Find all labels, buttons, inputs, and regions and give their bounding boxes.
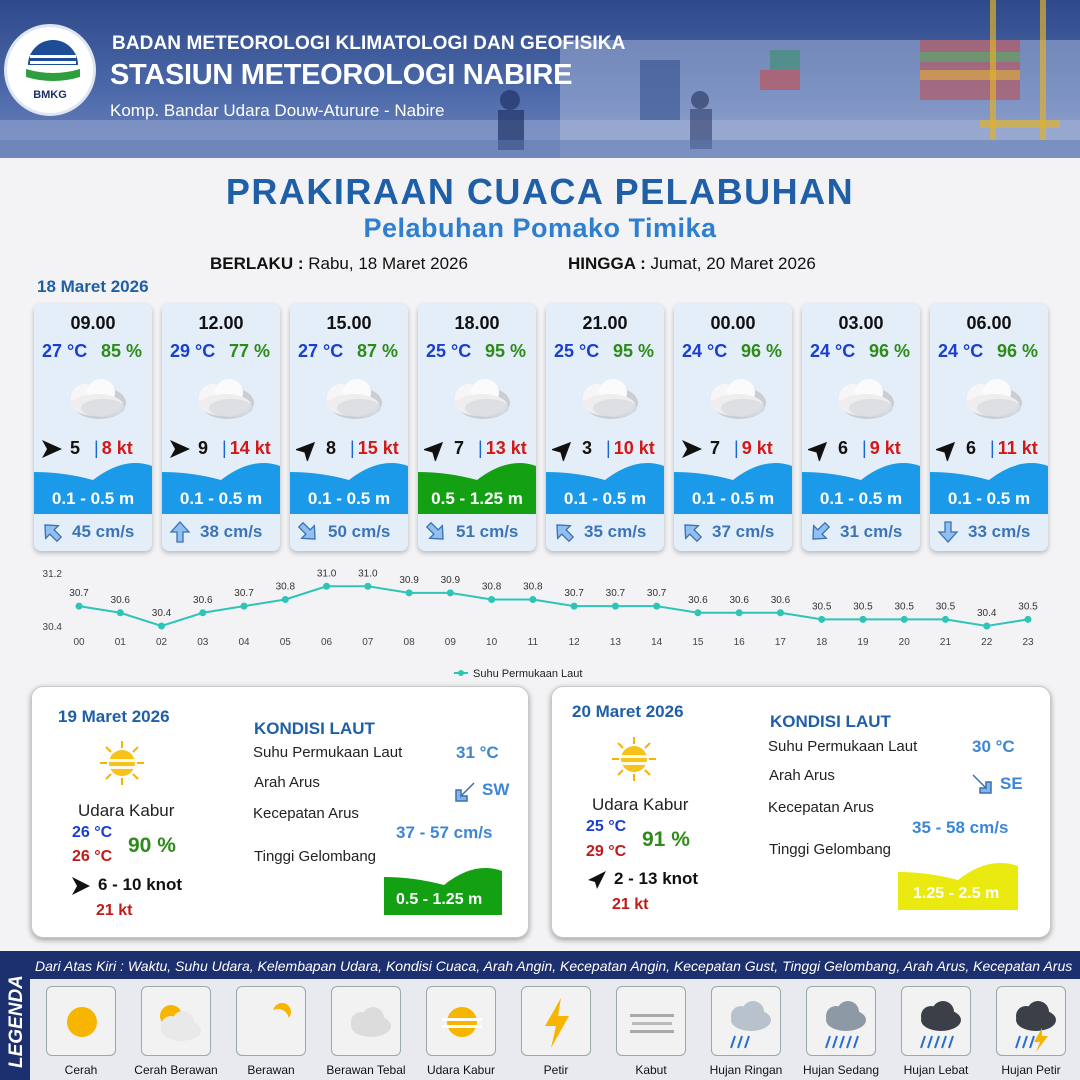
forecast-temperature: 24 °C <box>682 341 728 361</box>
forecast-card <box>34 304 152 551</box>
current-direction-icon <box>936 520 960 544</box>
current-direction-icon <box>296 520 320 544</box>
legend-item <box>331 986 401 1056</box>
haze-icon <box>432 992 492 1052</box>
forecast-wave-height: 0.1 - 0.5 m <box>563 489 647 508</box>
forecast-gust-value: 10 kt <box>613 438 655 458</box>
header-banner <box>0 0 1080 158</box>
day2-panel <box>31 686 529 938</box>
data-point <box>818 616 825 623</box>
forecast-card <box>802 304 920 551</box>
day3-sst-label: Suhu Permukaan Laut <box>768 738 918 755</box>
forecast-wind-speed: 6 <box>966 438 977 458</box>
data-point <box>447 589 454 596</box>
current-direction-icon <box>969 771 995 797</box>
bmkg-logo <box>4 24 96 116</box>
legend-label: Berawan Tebal <box>326 1063 406 1077</box>
x-tick-label: 15 <box>692 637 704 648</box>
data-label: 30.7 <box>69 588 89 600</box>
forecast-time: 06.00 <box>966 313 1012 333</box>
forecast-card <box>290 304 408 551</box>
berawan-tebal-icon <box>187 376 257 422</box>
data-point <box>488 596 495 603</box>
day2-wave-height: 0.5 - 1.25 m <box>396 891 483 908</box>
berawan-tebal-icon <box>699 376 769 422</box>
forecast-wave-height: 0.1 - 0.5 m <box>307 489 391 508</box>
data-label: 30.4 <box>977 608 997 619</box>
forecast-current-speed: 35 cm/s <box>584 522 647 541</box>
agency-name: BADAN METEOROLOGI KLIMATOLOGI DAN GEOFISIKA <box>112 33 626 54</box>
forecast-temperature: 25 °C <box>426 341 472 361</box>
wind-direction-icon <box>552 437 576 461</box>
forecast-wind-speed: 3 <box>582 438 593 458</box>
legend-title <box>2 960 30 1074</box>
forecast-current-speed: 50 cm/s <box>328 522 391 541</box>
data-label: 30.5 <box>935 601 956 613</box>
legend-item <box>996 986 1066 1056</box>
legend-item <box>521 986 591 1056</box>
data-label: 30.8 <box>481 581 502 593</box>
day2-kondisi-title: KONDISI LAUT <box>254 719 375 738</box>
data-point <box>736 609 743 616</box>
legend-title-text: LEGENDA <box>6 975 27 1068</box>
day3-sst: 30 °C <box>972 737 1015 756</box>
forecast-time: 09.00 <box>70 313 116 333</box>
x-tick-label: 06 <box>321 637 333 648</box>
forecast-gust-value: 9 kt <box>741 438 773 458</box>
forecast-gust: | 14 kt <box>222 438 271 458</box>
forecast-gust: | 9 kt <box>862 438 901 458</box>
x-tick-label: 09 <box>444 637 456 648</box>
legend-label: Cerah <box>64 1063 98 1077</box>
forecast-current-speed: 38 cm/s <box>200 522 263 541</box>
berawan-tebal-icon <box>59 376 129 422</box>
legend-label: Petir <box>543 1063 569 1077</box>
thunderstorm-icon <box>1002 992 1062 1052</box>
heavy-rain-icon <box>907 992 967 1052</box>
legend-marker <box>458 670 464 676</box>
forecast-temperature: 29 °C <box>170 341 216 361</box>
forecast-wave-height: 0.1 - 0.5 m <box>51 489 135 508</box>
day2-condition: Udara Kabur <box>78 801 175 820</box>
forecast-humidity: 96 % <box>740 341 782 361</box>
data-point <box>901 616 908 623</box>
forecast-wind-speed: 8 <box>326 438 337 458</box>
data-point <box>117 609 124 616</box>
berawan-tebal-icon <box>955 376 1025 422</box>
data-point <box>1025 616 1032 623</box>
current-direction-icon <box>552 520 576 544</box>
data-label: 30.5 <box>894 601 914 613</box>
x-tick-label: 19 <box>857 637 869 648</box>
berawan-tebal-icon <box>443 376 513 422</box>
validity-to-label: HINGGA : <box>568 254 646 273</box>
legend-item <box>46 986 116 1056</box>
day3-panel <box>551 686 1051 938</box>
data-label: 30.9 <box>399 574 419 586</box>
day2-current-dir-label: Arah Arus <box>254 774 320 791</box>
berawan-tebal-icon <box>827 376 897 422</box>
day2-current-dir: SW <box>482 780 510 799</box>
data-point <box>406 589 413 596</box>
validity-to-value: Jumat, 20 Maret 2026 <box>650 254 816 273</box>
current-direction-icon <box>808 520 832 544</box>
berawan-tebal-icon <box>315 376 385 422</box>
wind-direction-icon <box>296 437 320 461</box>
forecast-wind-speed: 6 <box>838 438 849 458</box>
x-tick-label: 23 <box>1022 637 1034 648</box>
day3-current-dir-label: Arah Arus <box>769 767 835 784</box>
day3-date: 20 Maret 2026 <box>572 702 684 721</box>
day3-wind: 2 - 13 knot <box>614 869 699 888</box>
data-label: 30.8 <box>523 581 543 593</box>
forecast-card <box>162 304 280 551</box>
current-direction-icon <box>168 520 192 544</box>
fog-icon <box>622 992 682 1052</box>
forecast-time: 12.00 <box>198 313 244 333</box>
forecast-humidity: 85 % <box>100 341 142 361</box>
data-label: 30.5 <box>1018 601 1038 613</box>
forecast-card <box>546 304 664 551</box>
wind-direction-icon <box>40 437 64 461</box>
forecast-humidity: 95 % <box>612 341 654 361</box>
x-tick-label: 12 <box>568 637 580 648</box>
station-name: STASIUN METEOROLOGI NABIRE <box>110 59 573 91</box>
current-direction-icon <box>680 520 704 544</box>
y-tick-label: 31.2 <box>42 569 62 580</box>
data-label: 30.7 <box>605 588 626 600</box>
day3-current-dir: SE <box>1000 774 1023 793</box>
data-point <box>323 583 330 590</box>
legend-label: Hujan Petir <box>1001 1063 1061 1077</box>
x-tick-label: 01 <box>114 637 126 648</box>
day3-wave-label: Tinggi Gelombang <box>769 841 892 858</box>
x-tick-label: 02 <box>155 637 168 648</box>
lightning-icon <box>527 992 587 1052</box>
data-label: 30.6 <box>729 594 749 606</box>
day2-wave-label: Tinggi Gelombang <box>254 848 377 865</box>
day2-date: 19 Maret 2026 <box>58 707 170 726</box>
day2-sst-label: Suhu Permukaan Laut <box>253 744 403 761</box>
day3-condition: Udara Kabur <box>592 795 689 814</box>
forecast-wind-speed: 9 <box>198 438 209 458</box>
wind-direction-icon <box>680 437 704 461</box>
x-tick-label: 14 <box>651 637 663 648</box>
day3-current-speed-label: Kecepatan Arus <box>768 799 874 816</box>
x-tick-label: 05 <box>279 637 291 648</box>
forecast-gust: | 13 kt <box>478 438 527 458</box>
x-tick-label: 21 <box>939 637 952 648</box>
wind-direction-icon <box>168 437 192 461</box>
legend-item <box>901 986 971 1056</box>
data-label: 30.6 <box>770 594 791 606</box>
forecast-current-speed: 37 cm/s <box>712 522 775 541</box>
legend-item <box>426 986 496 1056</box>
forecast-gust: | 11 kt <box>990 438 1038 458</box>
data-point <box>529 596 536 603</box>
data-label: 30.5 <box>853 601 873 613</box>
x-tick-label: 20 <box>898 637 910 648</box>
forecast-humidity: 95 % <box>484 341 526 361</box>
validity-from <box>210 254 468 274</box>
station-address: Komp. Bandar Udara Douw-Aturure - Nabire <box>110 101 445 120</box>
day2-humidity: 90 % <box>128 834 176 857</box>
data-point <box>282 596 289 603</box>
x-tick-label: 10 <box>486 637 498 648</box>
legend-item <box>236 986 306 1056</box>
wind-direction-icon <box>70 875 92 897</box>
data-point <box>942 616 949 623</box>
forecast-temperature: 24 °C <box>810 341 856 361</box>
forecast-wave-height: 0.1 - 0.5 m <box>691 489 775 508</box>
data-point <box>364 583 371 590</box>
sst-chart <box>0 560 1080 690</box>
validity-from-value: Rabu, 18 Maret 2026 <box>308 254 468 273</box>
x-tick-label: 13 <box>609 637 621 648</box>
forecast-gust-value: 13 kt <box>485 438 527 458</box>
forecast-wave-height: 0.1 - 0.5 m <box>819 489 903 508</box>
data-point <box>653 603 660 610</box>
data-point <box>859 616 866 623</box>
x-tick-label: 07 <box>362 637 374 648</box>
x-tick-label: 18 <box>816 637 828 648</box>
day3-humidity: 91 % <box>642 828 690 851</box>
forecast-time: 03.00 <box>838 313 884 333</box>
data-label: 30.4 <box>151 608 172 619</box>
data-point <box>76 603 83 610</box>
forecast-humidity: 87 % <box>356 341 398 361</box>
day1-date: 18 Maret 2026 <box>37 277 149 296</box>
forecast-gust: | 15 kt <box>350 438 399 458</box>
forecast-gust: | 9 kt <box>734 438 773 458</box>
forecast-card <box>930 304 1048 551</box>
forecast-temperature: 27 °C <box>298 341 344 361</box>
wind-direction-icon <box>424 437 448 461</box>
data-label: 30.9 <box>440 574 461 586</box>
current-direction-icon <box>452 779 478 805</box>
data-label: 30.6 <box>110 594 130 606</box>
data-point <box>571 603 578 610</box>
x-tick-label: 00 <box>73 637 85 648</box>
data-label: 31.0 <box>316 568 337 580</box>
legend-label: Kabut <box>635 1063 667 1077</box>
day2-current-speed-label: Kecepatan Arus <box>253 805 359 822</box>
page-subtitle: Pelabuhan Pomako Timika <box>363 213 717 243</box>
berawan-tebal-icon <box>571 376 641 422</box>
forecast-card <box>674 304 792 551</box>
forecast-gust-value: 15 kt <box>357 438 399 458</box>
series-line <box>79 586 1028 626</box>
haze-icon <box>98 739 146 787</box>
validity-to <box>568 254 816 274</box>
sun-icon <box>52 992 112 1052</box>
wind-direction-icon <box>936 437 960 461</box>
wind-direction-icon <box>808 437 832 461</box>
forecast-temperature: 25 °C <box>554 341 600 361</box>
legend-label: Hujan Sedang <box>802 1063 880 1077</box>
forecast-wind-speed: 5 <box>70 438 81 458</box>
day2-wind: 6 - 10 knot <box>98 875 183 894</box>
day2-temp-max: 26 °C <box>72 848 113 865</box>
forecast-gust-value: 14 kt <box>229 438 271 458</box>
x-tick-label: 11 <box>527 637 539 648</box>
forecast-humidity: 77 % <box>228 341 270 361</box>
chart-legend-label: Suhu Permukaan Laut <box>473 668 583 680</box>
day2-temp-min: 26 °C <box>72 824 113 841</box>
data-point <box>158 623 165 630</box>
day3-wave-height: 1.25 - 2.5 m <box>913 885 1000 902</box>
current-direction-icon <box>40 520 64 544</box>
light-rain-icon <box>717 992 777 1052</box>
forecast-gust-value: 8 kt <box>101 438 133 458</box>
x-tick-label: 04 <box>238 637 250 648</box>
day3-current-speed: 35 - 58 cm/s <box>912 818 1009 837</box>
x-tick-label: 16 <box>733 637 745 648</box>
forecast-wave-height: 0.1 - 0.5 m <box>947 489 1031 508</box>
legend-item <box>806 986 876 1056</box>
forecast-wave-height: 0.1 - 0.5 m <box>179 489 263 508</box>
data-point <box>199 609 206 616</box>
forecast-current-speed: 51 cm/s <box>456 522 519 541</box>
cloud-icon <box>337 992 397 1052</box>
forecast-current-speed: 31 cm/s <box>840 522 903 541</box>
cloud-sun-icon <box>242 992 302 1052</box>
y-tick-label: 30.4 <box>42 622 62 633</box>
legend-label: Berawan <box>247 1063 295 1077</box>
data-label: 31.0 <box>358 568 378 580</box>
forecast-temperature: 24 °C <box>938 341 984 361</box>
legend-description: Dari Atas Kiri : Waktu, Suhu Udara, Kelembapan Udara, Kondisi Cuaca, Arah Angin, Kecepatan Angin, Kecepatan Gust, Tinggi Gelombang, Arah Arus, Kecepatan Arus <box>35 958 1073 974</box>
x-tick-label: 03 <box>197 637 209 648</box>
forecast-wind-speed: 7 <box>454 438 465 458</box>
forecast-current-speed: 45 cm/s <box>72 522 135 541</box>
data-label: 30.7 <box>234 588 254 600</box>
data-point <box>241 603 248 610</box>
day3-temp-min: 25 °C <box>586 818 627 835</box>
data-label: 30.7 <box>646 588 667 600</box>
forecast-humidity: 96 % <box>996 341 1038 361</box>
day3-kondisi-title: KONDISI LAUT <box>770 712 891 731</box>
forecast-gust: | 10 kt <box>606 438 655 458</box>
forecast-humidity: 96 % <box>868 341 910 361</box>
forecast-current-speed: 33 cm/s <box>968 522 1031 541</box>
legend-label: Cerah Berawan <box>134 1063 218 1077</box>
data-label: 30.5 <box>811 601 832 613</box>
legend-label: Hujan Ringan <box>709 1063 783 1077</box>
logo-text: BMKG <box>33 89 67 101</box>
x-tick-label: 17 <box>774 637 786 648</box>
page-title: PRAKIRAAN CUACA PELABUHAN <box>225 171 855 212</box>
forecast-wind-speed: 7 <box>710 438 721 458</box>
day2-current-speed: 37 - 57 cm/s <box>396 823 493 842</box>
data-label: 30.8 <box>275 581 296 593</box>
x-tick-label: 08 <box>403 637 415 648</box>
forecast-gust-value: 11 kt <box>997 438 1038 458</box>
day2-gust: 21 kt <box>96 902 133 919</box>
data-point <box>694 609 701 616</box>
current-direction-icon <box>424 520 448 544</box>
sun-cloud-icon <box>147 992 207 1052</box>
forecast-card <box>418 304 536 551</box>
wind-direction-icon <box>586 869 608 891</box>
day2-sst: 31 °C <box>456 743 499 762</box>
data-point <box>612 603 619 610</box>
data-point <box>777 609 784 616</box>
forecast-temperature: 27 °C <box>42 341 88 361</box>
forecast-time: 15.00 <box>326 313 372 333</box>
legend-item <box>711 986 781 1056</box>
data-label: 30.7 <box>564 588 584 600</box>
forecast-time: 21.00 <box>582 313 628 333</box>
forecast-time: 18.00 <box>454 313 500 333</box>
data-label: 30.6 <box>688 594 708 606</box>
legend-label: Hujan Lebat <box>903 1063 969 1077</box>
forecast-wave-height: 0.5 - 1.25 m <box>431 489 523 508</box>
x-tick-label: 22 <box>981 637 993 648</box>
data-label: 30.6 <box>193 594 213 606</box>
forecast-time: 00.00 <box>710 313 756 333</box>
haze-icon <box>610 735 658 783</box>
day3-temp-max: 29 °C <box>586 843 627 860</box>
forecast-gust-value: 9 kt <box>869 438 901 458</box>
legend-item <box>616 986 686 1056</box>
data-point <box>983 623 990 630</box>
forecast-gust: | 8 kt <box>94 438 133 458</box>
validity-from-label: BERLAKU : <box>210 254 304 273</box>
moderate-rain-icon <box>812 992 872 1052</box>
day3-gust: 21 kt <box>612 896 649 913</box>
legend-label: Udara Kabur <box>426 1063 496 1077</box>
legend-item <box>141 986 211 1056</box>
